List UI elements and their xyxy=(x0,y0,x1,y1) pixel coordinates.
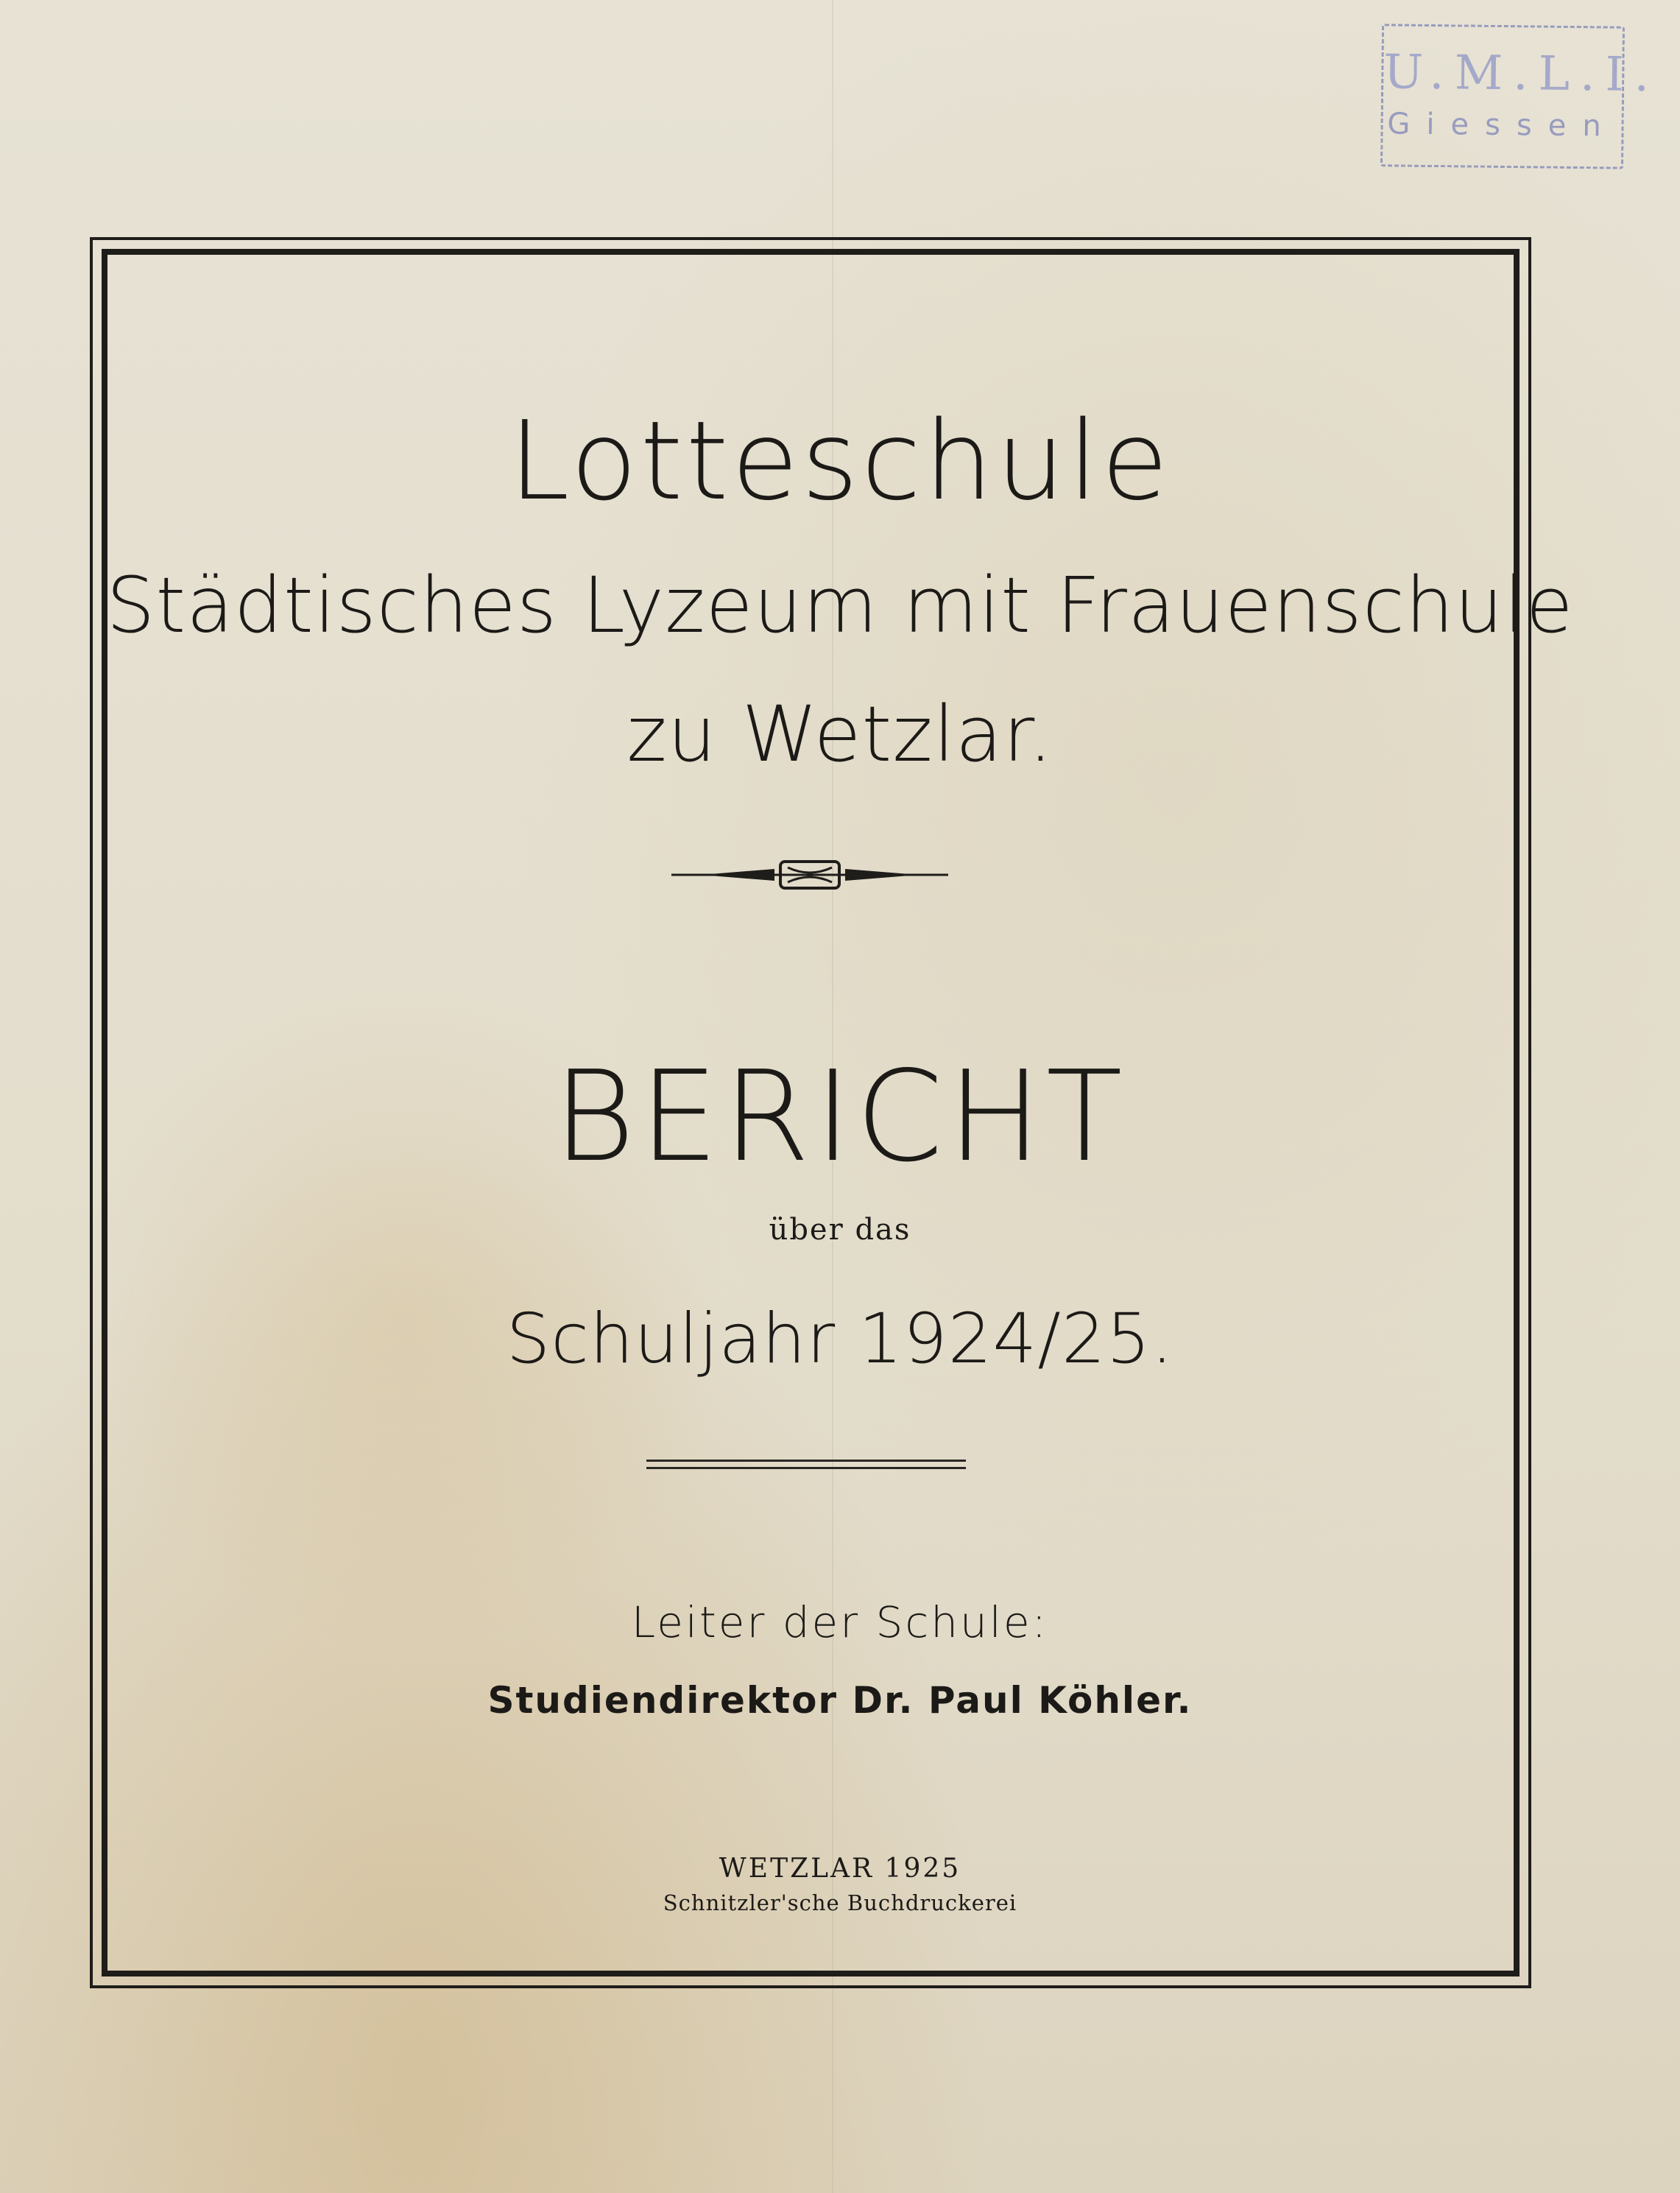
double-rule-top xyxy=(646,1460,966,1462)
ornament-divider-icon xyxy=(671,854,948,895)
school-subtitle-line-2: zu Wetzlar. xyxy=(627,689,1053,779)
school-subtitle-line-1: Städtisches Lyzeum mit Frauenschule xyxy=(106,560,1574,650)
school-name: Lotteschule xyxy=(509,398,1171,524)
imprint-printer: Schnitzler'sche Buchdruckerei xyxy=(663,1890,1017,1915)
school-year: Schuljahr 1924/25. xyxy=(506,1299,1174,1379)
stamp-line-2: Giessen xyxy=(1387,107,1617,144)
head-of-school-name: Studiendirektor Dr. Paul Köhler. xyxy=(487,1679,1193,1722)
library-stamp xyxy=(1380,24,1660,169)
report-heading: BERICHT xyxy=(553,1044,1127,1190)
report-over-the: über das xyxy=(769,1213,911,1247)
double-rule-bottom xyxy=(646,1467,966,1469)
head-of-school-label: Leiter der Schule: xyxy=(631,1597,1049,1647)
stamp-line-1: U.M.L.I. xyxy=(1383,45,1660,103)
imprint-place-year: WETZLAR 1925 xyxy=(719,1854,961,1884)
